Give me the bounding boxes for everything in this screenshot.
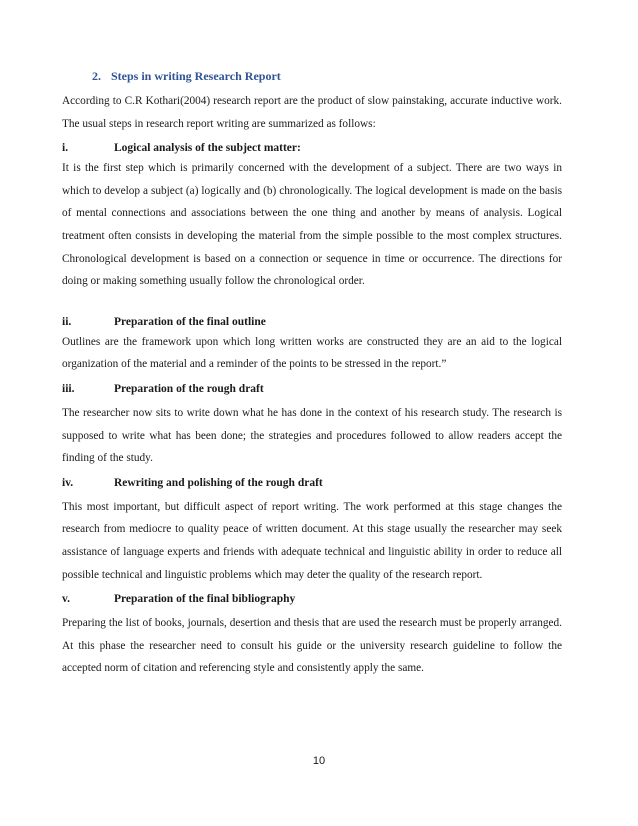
subsection-body-iii: The researcher now sits to write down what he has done in the context of his research study. The research is supposed to write what has been done; the strategies and procedures followed to allow readers accept the finding of the study.	[62, 406, 562, 465]
subsection-body-ii: Outlines are the framework upon which long written works are constructed they are an aid to the logical organization of the material and a reminder of the points to be stressed in the report.”	[62, 335, 562, 371]
document-page	[62, 66, 562, 680]
subsection-body-i: It is the first step which is primarily concerned with the development of a subject. There are two ways in which to develop a subject (a) logically and (b) chronologically. The logical development is made on the basis of mental connections and associations between the one thing and another by means of analysis. Logical treatment often consists in developing the material from the simple possible to the most complex structures. Chronological development is based on a connection or sequence in time or occurrence. The directions for doing or making something usually follow the chronological order.	[62, 162, 562, 288]
subsection-numeral: v.	[62, 593, 70, 606]
subsection-title: Preparation of the final bibliography	[114, 593, 296, 606]
subsection-title: Logical analysis of the subject matter:	[114, 142, 301, 155]
subsection-body-iv: This most important, but difficult aspect of report writing. The work performed at this stage changes the research from mediocre to quality peace of written document. At this stage usually the researcher may seek assistance of language experts and friends with adequate technical and linguistic ability in order to reduce all possible technical and linguistic problems which may deter the quality of the research report.	[62, 500, 562, 581]
section-heading	[92, 66, 562, 86]
page-number: 10	[312, 755, 326, 767]
intro-paragraph: According to C.R Kothari(2004) research report are the product of slow painstaking, accurate inductive work. The usual steps in research report writing are summarized as follows:	[62, 95, 562, 130]
subsection-numeral: iii.	[62, 382, 75, 395]
subsection-numeral: ii.	[62, 315, 72, 328]
section-heading-title: Steps in writing Research Report	[111, 69, 281, 83]
subsection-heading-i	[62, 139, 562, 157]
section-heading-number: 2.	[92, 69, 101, 83]
subsection-numeral: i.	[62, 142, 69, 155]
subsection-heading-iv	[62, 474, 562, 492]
subsection-title: Preparation of the final outline	[114, 315, 266, 328]
subsection-heading-ii	[62, 313, 562, 331]
subsection-heading-v	[62, 590, 562, 608]
subsection-body-v: Preparing the list of books, journals, desertion and thesis that are used the research must be properly arranged. At this phase the researcher need to consult his guide or the university research guideline to follow the accepted norm of citation and referencing style and consistently apply the same.	[62, 617, 562, 675]
subsection-numeral: iv.	[62, 476, 74, 489]
subsection-title: Rewriting and polishing of the rough draft	[114, 476, 323, 489]
subsection-heading-iii	[62, 380, 562, 398]
subsection-title: Preparation of the rough draft	[114, 382, 264, 395]
